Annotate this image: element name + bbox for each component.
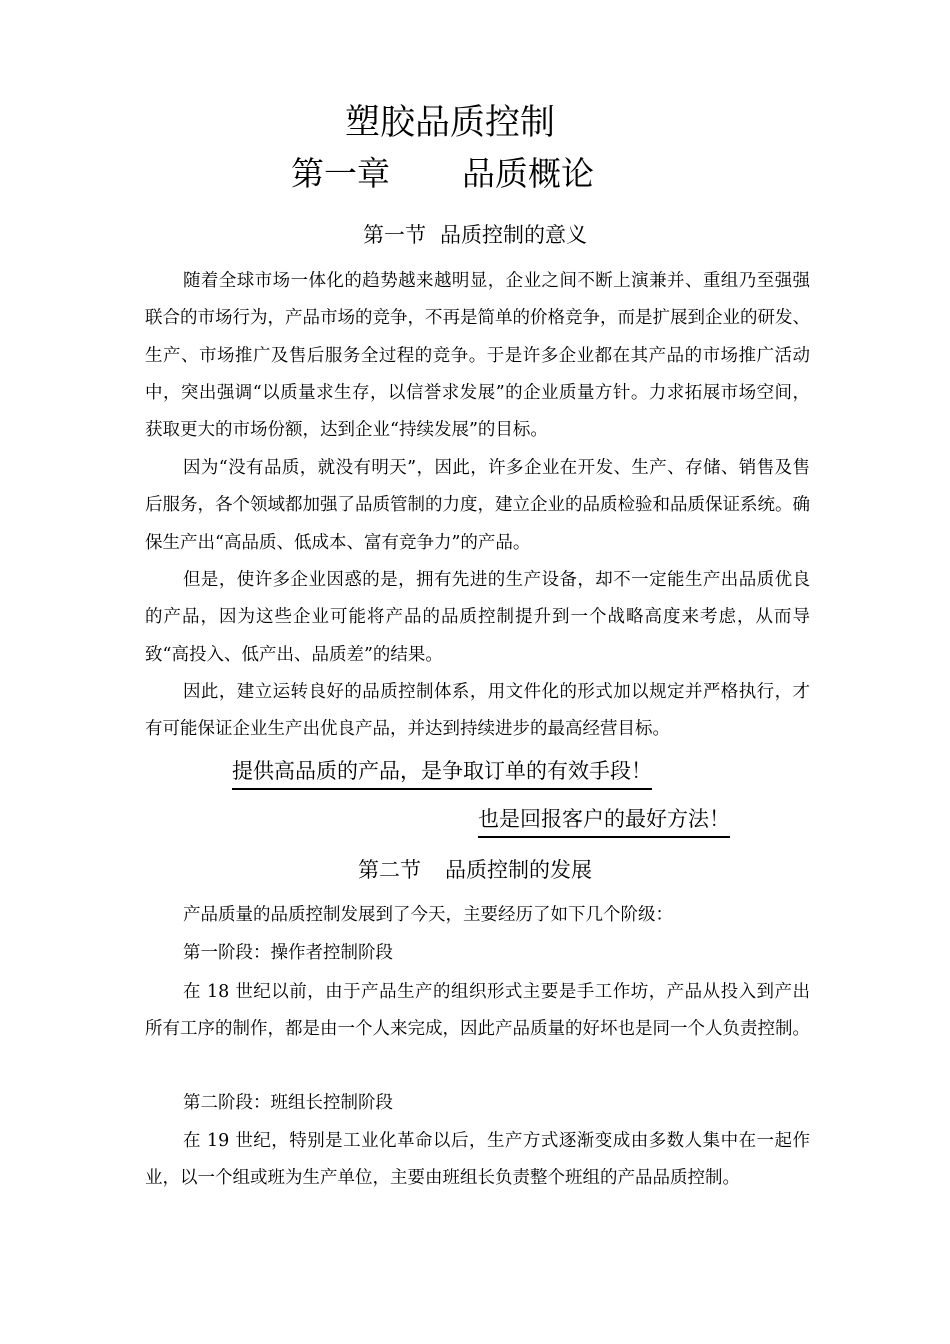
section-1-number: 第一节 xyxy=(363,223,426,247)
section-1-title xyxy=(0,220,950,250)
chapter-name: 品质概论 xyxy=(462,154,594,193)
section-2-number: 第二节 xyxy=(358,858,421,882)
section-1-name: 品质控制的意义 xyxy=(440,223,587,247)
chapter-title xyxy=(0,150,885,198)
chapter-number: 第一章 xyxy=(291,154,390,193)
document-title: 塑胶品质控制 xyxy=(344,103,555,143)
stage-1-heading: 第一阶段：操作者控制阶段 xyxy=(183,943,393,963)
section-2-name: 品质控制的发展 xyxy=(445,858,592,882)
slogan-primary: 提供高品质的产品，是争取订单的有效手段！ xyxy=(232,755,652,790)
section-1-paragraph-4: 因此，建立运转良好的品质控制体系，用文件化的形式加以规定并严格执行，才有可能保证企业生产出优良产品，并达到持续进步的最高经营目标。 xyxy=(145,682,810,740)
slogan-secondary: 也是回报客户的最好方法！ xyxy=(478,803,730,838)
section-1-paragraph-3: 但是，使许多企业因惑的是，拥有先进的生产设备，却不一定能生产出品质优良的产品，因为这些企业可能将产品的品质控制提升到一个战略高度来考虑，从而导致“高投入、低产出、品质差”的结果。 xyxy=(145,570,810,665)
stage-2-text: 在 19 世纪，特别是工业化革命以后，生产方式逐渐变成由多数人集中在一起作业，以一个组或班为生产单位，主要由班组长负责整个班组的产品品质控制。 xyxy=(145,1131,810,1189)
stage-2-heading: 第二阶段：班组长控制阶段 xyxy=(183,1093,393,1113)
stage-1-text: 在 18 世纪以前，由于产品生产的组织形式主要是手工作坊，产品从投入到产出所有工序的制作，都是由一个人来完成，因此产品质量的好坏也是同一个人负责控制。 xyxy=(145,982,810,1040)
section-1-paragraph-2: 因为“没有品质，就没有明天”，因此，许多企业在开发、生产、存储、销售及售后服务，各个领域都加强了品质管制的力度，建立企业的品质检验和品质保证系统。确保生产出“高品质、低成本、富有竞争力”的产品。 xyxy=(145,458,810,553)
section-1-paragraph-1: 随着全球市场一体化的趋势越来越明显，企业之间不断上演兼并、重组乃至强强联合的市场行为，产品市场的竞争，不再是简单的价格竞争，而是扩展到企业的研发、生产、市场推广及售后服务全过程的竞争。于是许多企业都在其产品的市场推广活动中，突出强调“以质量求生存，以信誉求发展”的企业质量方针。力求拓展市场空间，获取更大的市场份额，达到企业“持续发展”的目标。 xyxy=(145,271,810,441)
section-2-intro: 产品质量的品质控制发展到了今天，主要经历了如下几个阶级： xyxy=(183,905,673,925)
section-2-title xyxy=(0,855,950,885)
